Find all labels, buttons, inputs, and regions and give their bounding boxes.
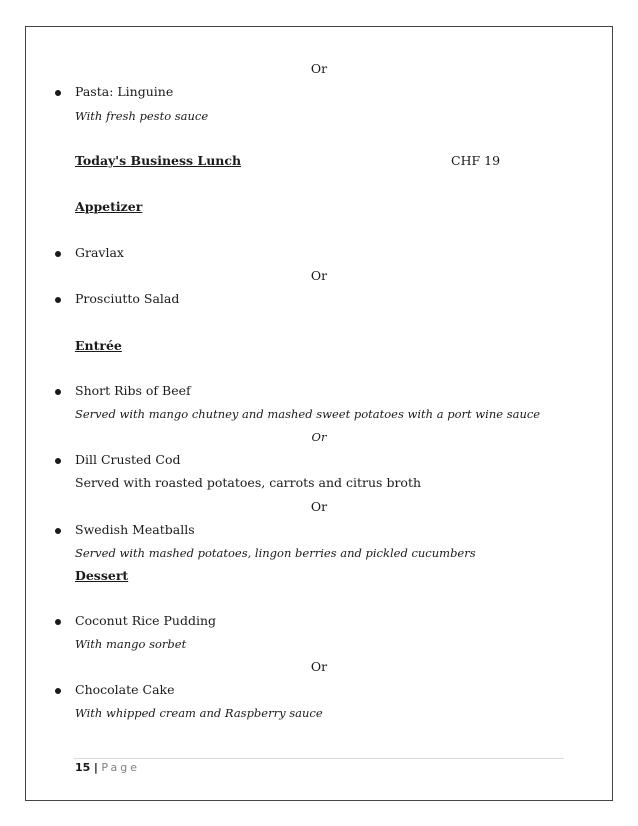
footer-divider (74, 758, 564, 759)
dessert-item-coconut-rice-pudding: Coconut Rice Pudding (75, 613, 217, 628)
dessert-heading: Dessert (75, 568, 129, 583)
bullet-dot (55, 90, 61, 96)
dessert-item-coconut-rice-pudding-description: With mango sorbet (75, 637, 187, 651)
entree-item-dill-crusted-cod-description: Served with roasted potatoes, carrots and citrus broth (75, 475, 422, 490)
bullet-dot (55, 528, 61, 534)
bullet-dot (55, 297, 61, 303)
or-separator: Or (310, 499, 328, 514)
entree-item-swedish-meatballs: Swedish Meatballs (75, 522, 195, 537)
page-number: 15 (75, 761, 91, 774)
bullet-dot (55, 688, 61, 694)
business-lunch-heading: Today's Business Lunch (75, 153, 242, 168)
entree-heading: Entrée (75, 338, 122, 353)
business-lunch-price: CHF 19 (451, 153, 501, 168)
or-separator: Or (310, 659, 328, 674)
page-label: Page (101, 761, 140, 774)
entree-item-short-ribs-description: Served with mango chutney and mashed sweet potatoes with a port wine sauce (75, 407, 541, 421)
bullet-dot (55, 251, 61, 257)
bullet-dot (55, 389, 61, 395)
entree-item-short-ribs: Short Ribs of Beef (75, 383, 191, 398)
bullet-dot (55, 619, 61, 625)
or-separator: Or (310, 268, 328, 283)
page-footer (75, 761, 140, 775)
dessert-item-chocolate-cake-description: With whipped cream and Raspberry sauce (75, 706, 323, 720)
entree-item-dill-crusted-cod: Dill Crusted Cod (75, 452, 181, 467)
or-separator: Or (311, 430, 327, 444)
menu-item-pasta-description: With fresh pesto sauce (75, 109, 209, 123)
dessert-item-chocolate-cake: Chocolate Cake (75, 682, 175, 697)
or-separator: Or (310, 61, 328, 76)
appetizer-item-prosciutto-salad: Prosciutto Salad (75, 291, 180, 306)
entree-item-swedish-meatballs-description: Served with mashed potatoes, lingon berries and pickled cucumbers (75, 546, 476, 560)
appetizer-heading: Appetizer (75, 199, 143, 214)
appetizer-item-gravlax: Gravlax (75, 245, 124, 260)
footer-separator: | (93, 761, 98, 774)
bullet-dot (55, 458, 61, 464)
menu-item-pasta: Pasta: Linguine (75, 84, 174, 99)
